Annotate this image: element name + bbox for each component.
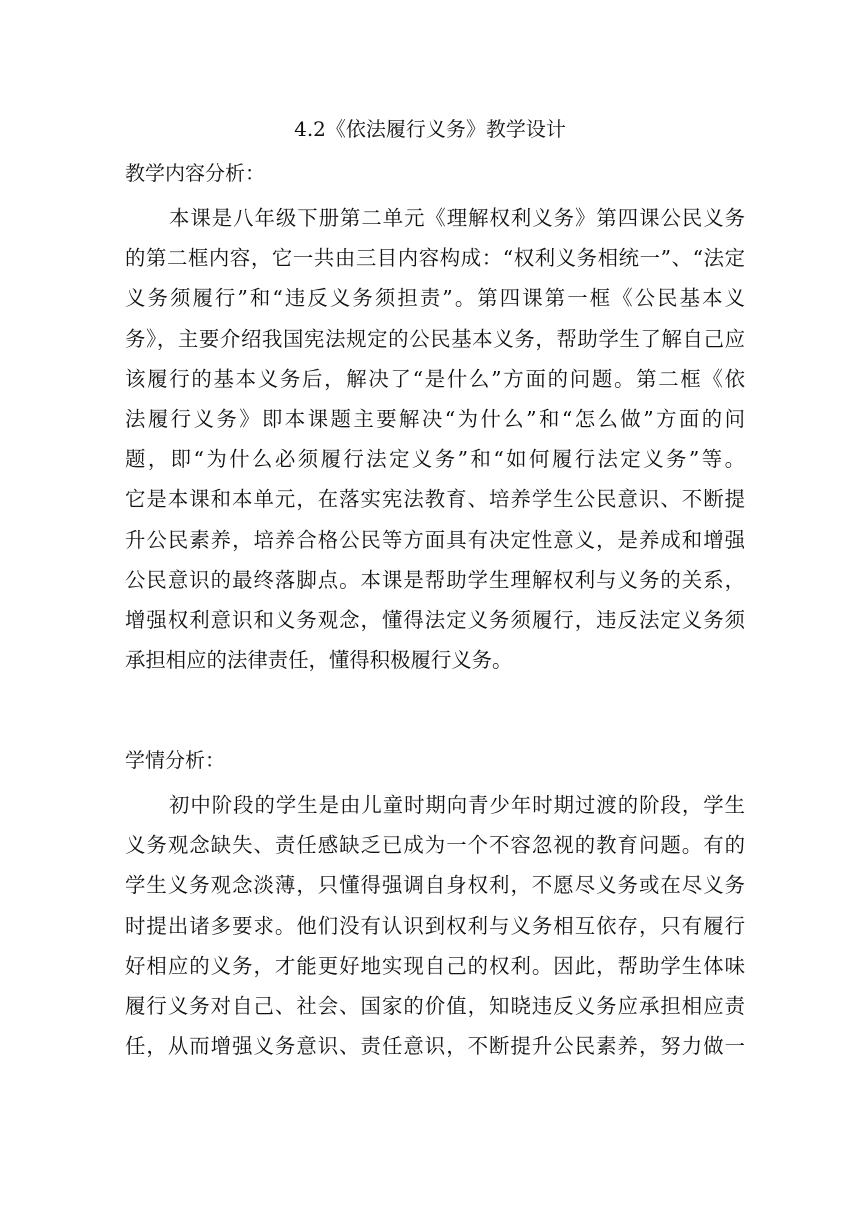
paragraph-line: 义务须履行”和“违反义务须担责”。第四课第一框《公民基本义 xyxy=(125,286,745,311)
paragraph-content-analysis xyxy=(125,201,745,683)
paragraph-line: 义务观念缺失、责任感缺乏已成为一个不容忽视的教育问题。有的 xyxy=(125,833,745,858)
document-title: 4.2《依法履行义务》教学设计 xyxy=(294,117,566,141)
paragraph-line: 时提出诸多要求。他们没有认识到权利与义务相互依存，只有履行 xyxy=(125,913,745,938)
paragraph-line: 好相应的义务，才能更好地实现自己的权利。因此，帮助学生体味 xyxy=(125,953,745,978)
paragraph-line: 学生义务观念淡薄，只懂得强调自身权利，不愿尽义务或在尽义务 xyxy=(125,873,745,898)
paragraph-line: 增强权利意识和义务观念，懂得法定义务须履行，违反法定义务须 xyxy=(125,607,745,632)
paragraph-line: 承担相应的法律责任，懂得积极履行义务。 xyxy=(125,648,513,673)
paragraph-line: 履行义务对自己、社会、国家的价值，知晓违反义务应承担相应责 xyxy=(125,993,745,1018)
paragraph-line: 公民意识的最终落脚点。本课是帮助学生理解权利与义务的关系， xyxy=(125,567,745,592)
paragraph-line: 它是本课和本单元，在落实宪法教育、培养学生公民意识、不断提 xyxy=(125,487,745,512)
paragraph-line: 该履行的基本义务后，解决了“是什么”方面的问题。第二框《依 xyxy=(125,366,745,391)
paragraph-line: 本课是八年级下册第二单元《理解权利义务》第四课公民义务 xyxy=(169,206,745,230)
paragraph-line: 务》，主要介绍我国宪法规定的公民基本义务，帮助学生了解自己应 xyxy=(125,326,745,351)
paragraph-line: 初中阶段的学生是由儿童时期向青少年时期过渡的阶段，学生 xyxy=(169,793,745,817)
paragraph-line: 升公民素养，培养合格公民等方面具有决定性意义，是养成和增强 xyxy=(125,527,745,552)
section-heading-learner-analysis: 学情分析： xyxy=(125,748,225,772)
paragraph-line: 题，即“为什么必须履行法定义务”和“如何履行法定义务”等。 xyxy=(125,447,745,472)
paragraph-line: 法履行义务》即本课题主要解决“为什么”和“怎么做”方面的问 xyxy=(125,406,745,431)
paragraph-line: 任，从而增强义务意识、责任意识，不断提升公民素养，努力做一 xyxy=(125,1034,745,1059)
section-heading-content-analysis: 教学内容分析： xyxy=(125,161,265,185)
paragraph-learner-analysis xyxy=(125,788,745,1069)
paragraph-line: 的第二框内容，它一共由三目内容构成：“权利义务相统一”、“法定 xyxy=(125,246,745,271)
